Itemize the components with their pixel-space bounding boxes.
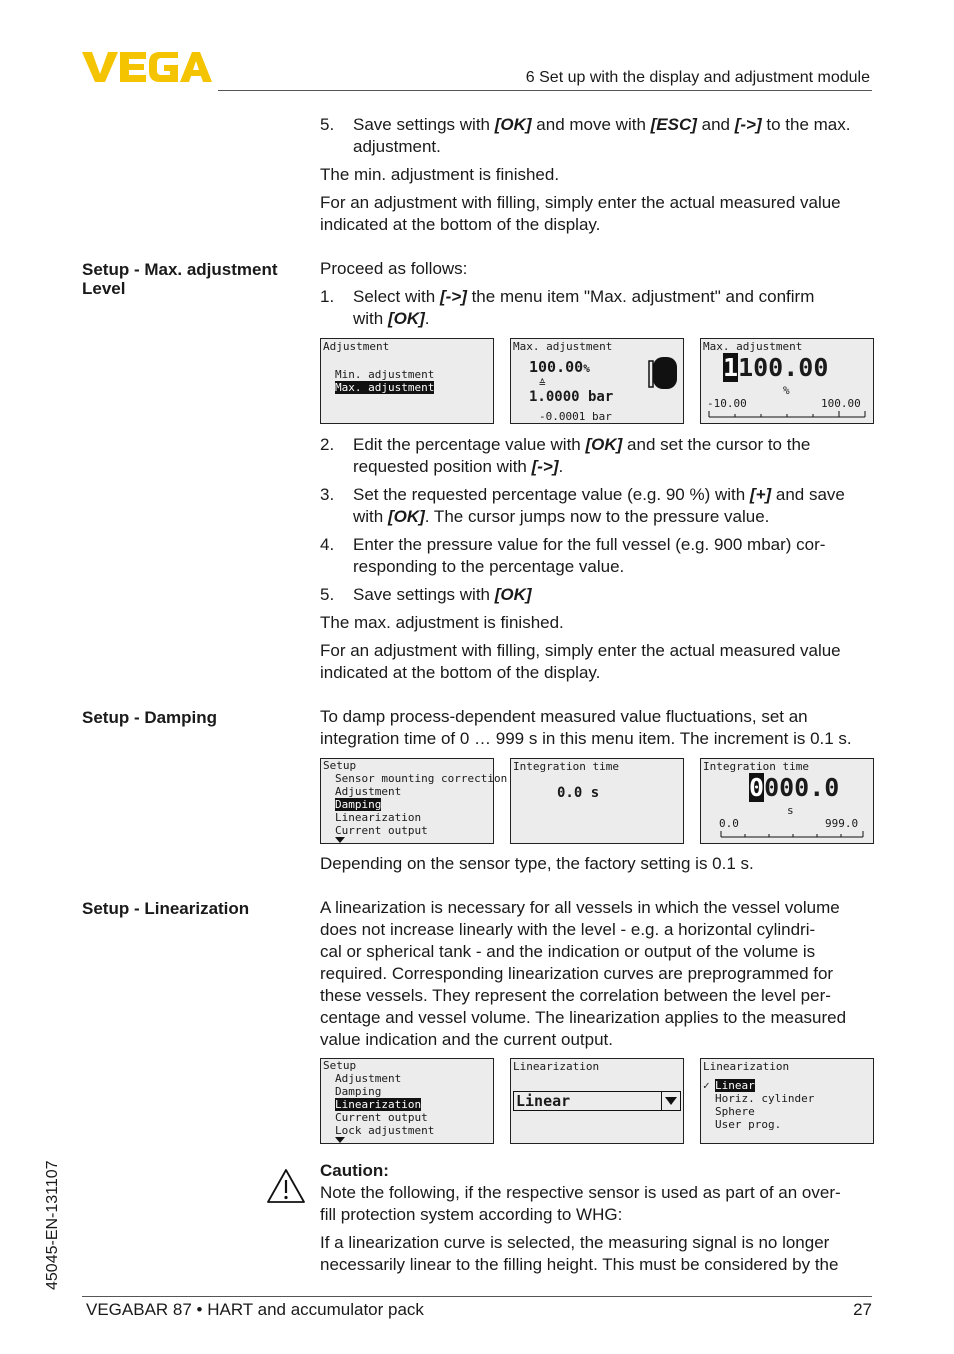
header-divider <box>218 90 872 91</box>
header-section-title: 6 Set up with the display and adjustment module <box>525 69 870 86</box>
lcd-selected-item: Damping <box>335 798 382 811</box>
min-finished: The min. adjustment is finished. <box>320 165 560 184</box>
lcd-setup-menu-damping: Setup Sensor mounting correction Adjustment Damping Linearization Current output <box>320 758 494 844</box>
lcd-max-adjustment-edit: Max. adjustment 1100.00 % -10.00 100.00 <box>700 338 874 424</box>
warning-icon <box>266 1168 306 1204</box>
lcd-integration-time: Integration time 0.0 s <box>510 758 684 844</box>
caution-line-2: fill protection system according to WHG: <box>320 1205 623 1224</box>
side-heading-linearization: Setup - Linearization <box>82 899 250 918</box>
lcd-dropdown: Linear <box>513 1091 681 1111</box>
lcd-scale <box>719 829 865 839</box>
max-finished: The max. adjustment is finished. <box>320 613 564 632</box>
max-proceed: Proceed as follows: <box>320 259 468 278</box>
document-code: 45045-EN-131107 <box>44 1160 61 1290</box>
lcd-cursor: 1 <box>723 353 739 382</box>
lcd-cursor: 0 <box>749 773 765 802</box>
side-heading-damping: Setup - Damping <box>82 708 218 727</box>
lcd-selected-item: Linear <box>715 1079 755 1092</box>
lcd-adjustment-menu: Adjustment Min. adjustment Max. adjustment <box>320 338 494 424</box>
chevron-down-icon <box>661 1092 680 1110</box>
vega-logo <box>82 50 212 84</box>
damping-text-1: To damp process-dependent measured value fluctuations, set an <box>320 707 808 726</box>
caution-line-1: Note the following, if the respective sensor is used as part of an over- <box>320 1183 841 1202</box>
lcd-max-adjustment-overview: Max. adjustment 100.00% ≙ 1.0000 bar -0.0001 bar <box>510 338 684 424</box>
vessel-icon <box>647 353 681 393</box>
max-filling-line-2: indicated at the bottom of the display. <box>320 663 601 682</box>
min-filling-line-1: For an adjustment with filling, simply enter the actual measured value <box>320 193 841 212</box>
scroll-down-icon <box>335 837 345 843</box>
caution-line-4: necessarily linear to the filling height. This must be considered by the <box>320 1255 839 1274</box>
damping-text-2: integration time of 0 … 999 s in this menu item. The increment is 0.1 s. <box>320 729 852 748</box>
footer-product: VEGABAR 87 • HART and accumulator pack <box>86 1300 424 1319</box>
lcd-scale <box>707 409 867 419</box>
lcd-linearization-list: Linearization ✓ Linear Horiz. cylinder Sphere User prog. <box>700 1058 874 1144</box>
lcd-setup-menu-linearization: Setup Adjustment Damping Linearization Current output Lock adjustment <box>320 1058 494 1144</box>
caution-line-3: If a linearization curve is selected, the measuring signal is no longer <box>320 1233 830 1252</box>
footer-divider <box>82 1296 872 1297</box>
damping-factory: Depending on the sensor type, the factory setting is 0.1 s. <box>320 854 754 873</box>
lcd-selected-item: Max. adjustment <box>335 381 435 394</box>
lcd-integration-time-edit: Integration time 0000.0 s 0.0 999.0 <box>700 758 874 844</box>
scroll-down-icon <box>335 1137 345 1143</box>
min-filling-line-2: indicated at the bottom of the display. <box>320 215 601 234</box>
side-heading-max-adjustment: Setup - Max. adjustment Level <box>82 260 278 298</box>
caution-title: Caution: <box>320 1161 389 1180</box>
max-filling-line-1: For an adjustment with filling, simply enter the actual measured value <box>320 641 841 660</box>
linearization-text: A linearization is necessary for all vessels in which the vessel volume does not increase linearly with the level - e.g. a horizontal cylindri- cal or spherical tank - and the indication or output of the volume is required. Corresponding linearization curves are preprogrammed for these vessels. They represent the correlation between the level per- centage and vessel volume. The linearization applies to the measured value indication and the current output. <box>320 898 847 1049</box>
lcd-linearization-select: Linearization Linear <box>510 1058 684 1144</box>
lcd-selected-item: Linearization <box>335 1098 422 1111</box>
page-number: 27 <box>853 1300 872 1319</box>
check-icon: ✓ <box>703 1079 710 1092</box>
